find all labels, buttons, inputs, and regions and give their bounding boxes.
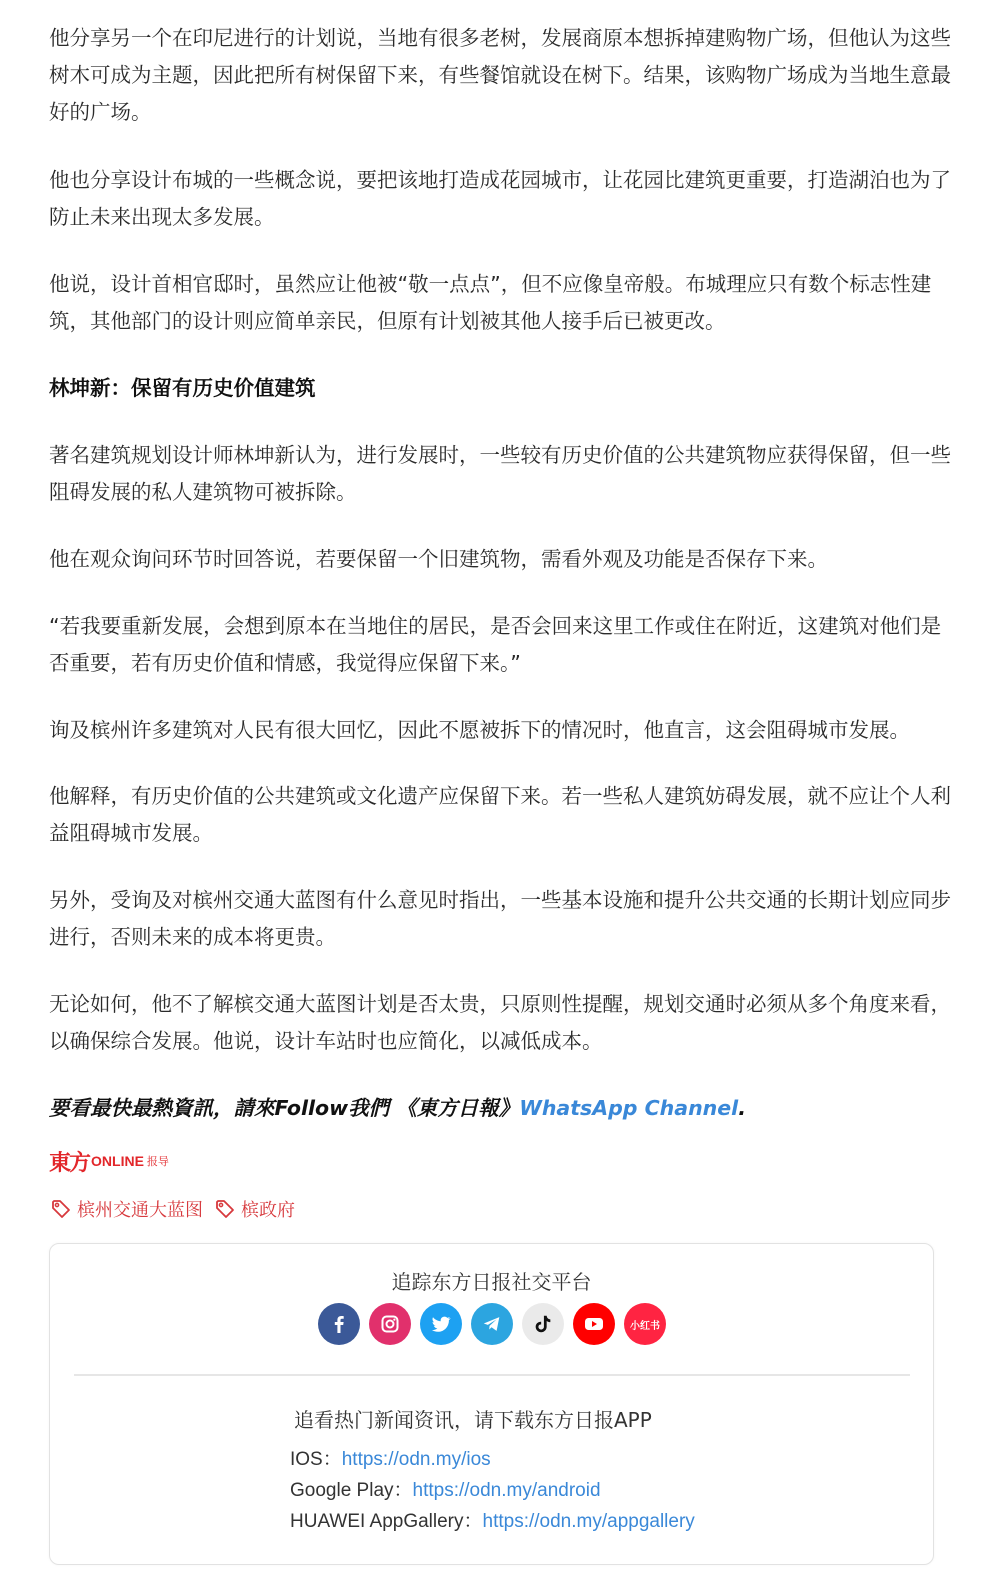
- paragraph: 他分享另一个在印尼进行的计划说，当地有很多老树，发展商原本想拆掉建购物广场，但他认为这些树木可成为主题，因此把所有树保留下来，有些餐馆就设在树下。结果，该购物广场成为当地生意最好的广场。: [49, 26, 951, 124]
- paragraph: 无论如何，他不了解槟交通大蓝图计划是否太贵，只原则性提醒，规划交通时必须从多个角度来看，以确保综合发展。他说，设计车站时也应简化，以减低成本。: [49, 992, 951, 1053]
- paragraph: 另外，受询及对槟州交通大蓝图有什么意见时指出，一些基本设施和提升公共交通的长期计划应同步进行，否则未来的成本将更贵。: [49, 888, 951, 949]
- tag-label: 槟州交通大蓝图: [77, 1200, 203, 1221]
- appgallery-link[interactable]: https://odn.my/appgallery: [482, 1511, 695, 1532]
- social-card-title: 追踪东方日报社交平台: [391, 1270, 592, 1294]
- paragraph: 著名建筑规划设计师林坤新认为，进行发展时，一些较有历史价值的公共建筑物应获得保留，但一些阻碍发展的私人建筑物可被拆除。: [49, 443, 951, 504]
- tiktok-icon[interactable]: [522, 1303, 564, 1345]
- whatsapp-channel-link[interactable]: WhatsApp Channel: [519, 1096, 739, 1120]
- dongfang-online-logo: [49, 1148, 169, 1174]
- youtube-icon[interactable]: [573, 1303, 615, 1345]
- xiaohongshu-icon[interactable]: [624, 1303, 666, 1345]
- tag-label: 槟政府: [241, 1200, 295, 1221]
- section-heading: 林坤新：保留有历史价值建筑: [49, 376, 316, 400]
- tag-icon: [51, 1199, 71, 1219]
- twitter-icon[interactable]: [420, 1303, 462, 1345]
- ios-link[interactable]: https://odn.my/ios: [341, 1449, 491, 1470]
- app-link-appgallery: [290, 1506, 695, 1533]
- app-label: IOS：: [290, 1449, 342, 1470]
- android-link[interactable]: https://odn.my/android: [412, 1480, 601, 1501]
- brand-name-cn: 東方: [49, 1149, 90, 1176]
- paragraph: 他说，设计首相官邸时，虽然应让他被“敬一点点”，但不应像皇帝般。布城理应只有数个标志性建筑，其他部门的设计则应简单亲民，但原有计划被其他人接手后已被更改。: [49, 272, 932, 333]
- tag-list: [51, 1196, 295, 1222]
- social-icons-row: [318, 1303, 666, 1345]
- brand-name-online: ONLINE: [91, 1153, 144, 1169]
- app-label: Google Play：: [290, 1480, 413, 1501]
- paragraph: 他在观众询问环节时回答说，若要保留一个旧建筑物，需看外观及功能是否保存下来。: [49, 547, 828, 571]
- app-link-android: [290, 1475, 601, 1502]
- instagram-icon[interactable]: [369, 1303, 411, 1345]
- follow-text: 要看最快最熱資訊，請來Follow我們 《東方日報》: [49, 1096, 520, 1120]
- telegram-icon[interactable]: [471, 1303, 513, 1345]
- app-download-title: 追看热门新闻资讯，请下载东方日报APP: [294, 1408, 652, 1432]
- tag-link[interactable]: [51, 1196, 203, 1222]
- brand-report-label: 报导: [146, 1155, 169, 1168]
- paragraph: 他也分享设计布城的一些概念说，要把该地打造成花园城市，让花园比建筑更重要，打造湖泊也为了防止未来出现太多发展。: [49, 168, 951, 229]
- xiaohongshu-label: 小红书: [630, 1320, 660, 1332]
- paragraph: 询及槟州许多建筑对人民有很大回忆，因此不愿被拆下的情况时，他直言，这会阻碍城市发展。: [49, 718, 910, 742]
- tag-icon: [215, 1199, 235, 1219]
- card-divider: [74, 1374, 910, 1376]
- whatsapp-follow-cta: [49, 1090, 746, 1127]
- paragraph: 他解释，有历史价值的公共建筑或文化遗产应保留下来。若一些私人建筑妨碍发展，就不应让个人利益阻碍城市发展。: [49, 784, 951, 845]
- follow-end: .: [738, 1096, 746, 1120]
- app-link-ios: [290, 1444, 491, 1471]
- facebook-icon[interactable]: [318, 1303, 360, 1345]
- quote-paragraph: “若我要重新发展，会想到原本在当地住的居民，是否会回来这里工作或住在附近，这建筑对他们是否重要，若有历史价值和情感，我觉得应保留下来。”: [49, 614, 942, 675]
- app-label: HUAWEI AppGallery：: [290, 1511, 483, 1532]
- social-follow-card: [49, 1243, 934, 1565]
- tag-link[interactable]: [215, 1196, 295, 1222]
